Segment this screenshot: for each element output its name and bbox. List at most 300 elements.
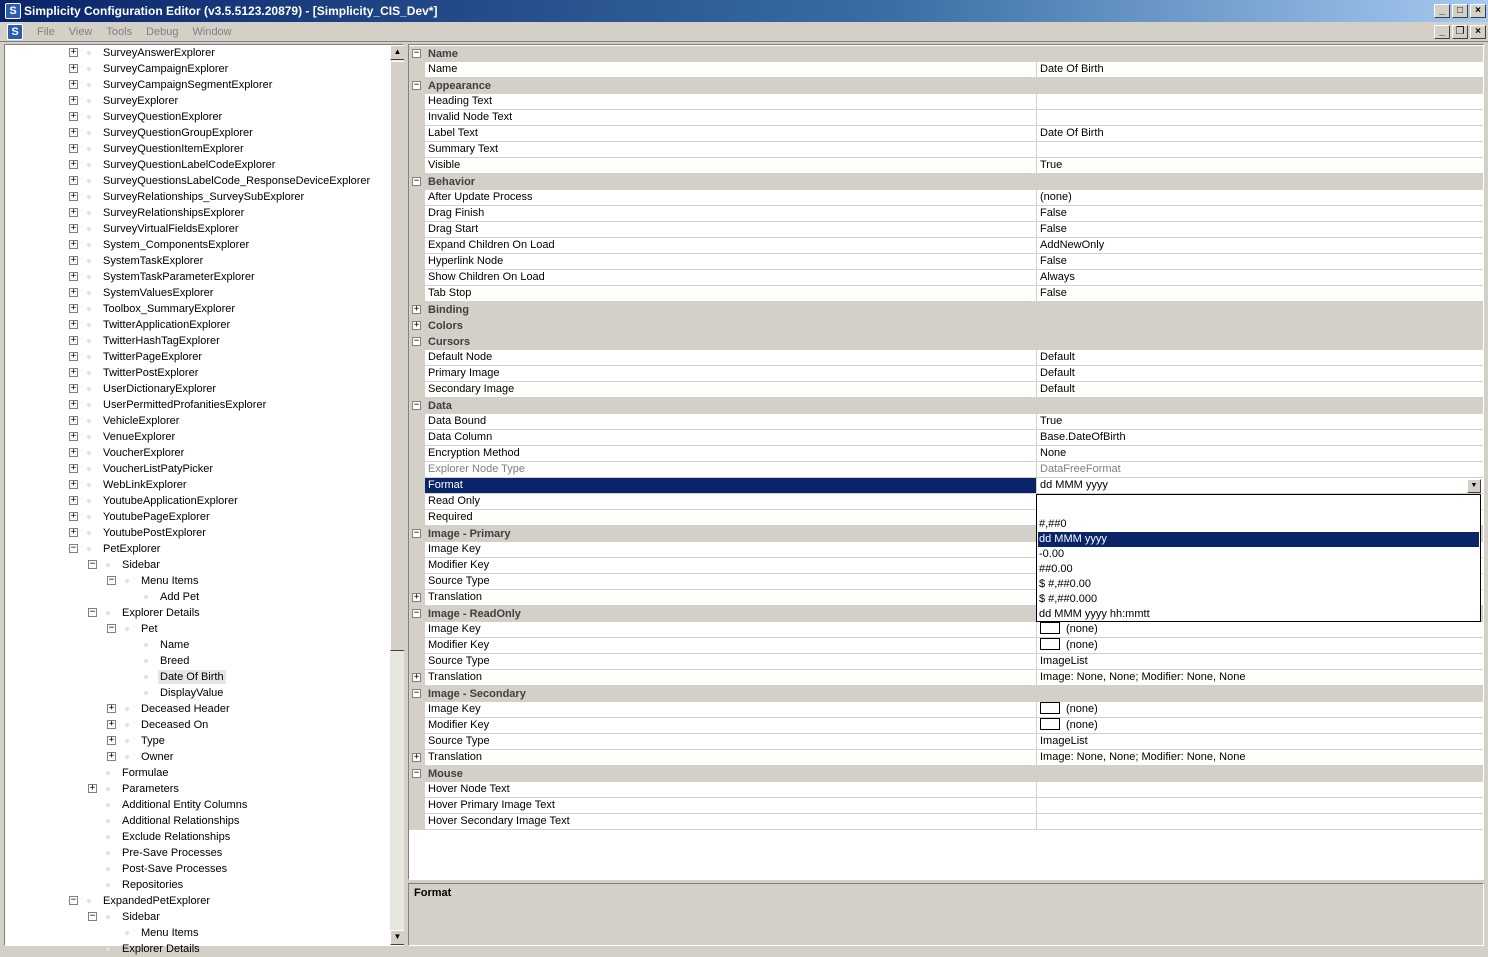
expand-icon[interactable]: + [70, 431, 77, 441]
menu-window[interactable]: Window [192, 26, 232, 38]
collapse-icon[interactable]: − [108, 623, 115, 633]
property-name[interactable]: Image Key [425, 542, 1037, 558]
property-value[interactable] [1037, 670, 1483, 686]
row-gutter [409, 78, 425, 94]
tree-node-label: Repositories [122, 879, 184, 891]
property-name[interactable]: Read Only [425, 494, 1037, 510]
property-hover-primary-image-text[interactable] [409, 798, 1483, 814]
property-name[interactable]: Translation [425, 750, 1037, 766]
property-name[interactable]: Visible [425, 158, 1037, 174]
property-value[interactable] [1037, 286, 1483, 302]
property-name[interactable]: Heading Text [425, 94, 1037, 110]
property-heading-text[interactable] [409, 94, 1483, 110]
node-bullet-icon [87, 195, 91, 199]
tree-node-label: UserDictionaryExplorer [103, 383, 217, 395]
row-gutter [409, 126, 425, 142]
property-name[interactable]: Required [425, 510, 1037, 526]
property-name[interactable]: Show Children On Load [425, 270, 1037, 286]
property-value[interactable] [1037, 702, 1483, 718]
property-name[interactable]: Hyperlink Node [425, 254, 1037, 270]
tree-node-label: Deceased Header [141, 703, 230, 715]
property-name[interactable]: Hover Secondary Image Text [425, 814, 1037, 830]
property-value[interactable] [1037, 222, 1483, 238]
tree-node-label: SurveyQuestionLabelCodeExplorer [103, 159, 276, 171]
property-name[interactable]: Tab Stop [425, 286, 1037, 302]
row-gutter [409, 574, 425, 590]
collapse-icon[interactable]: − [89, 607, 96, 617]
node-bullet-icon [87, 243, 91, 247]
property-value[interactable] [1037, 462, 1483, 478]
property-value-text: False [1040, 255, 1067, 267]
dropdown-option[interactable]: ##0.00 [1039, 563, 1073, 575]
property-value[interactable] [1037, 718, 1483, 734]
property-name[interactable]: Default Node [425, 350, 1037, 366]
row-gutter [409, 606, 425, 622]
tree-node-label: YoutubeApplicationExplorer [103, 495, 238, 507]
expand-icon[interactable]: + [108, 751, 115, 761]
property-name[interactable]: Image Key [425, 702, 1037, 718]
maximize-button[interactable]: □ [1452, 4, 1468, 18]
dropdown-option[interactable]: dd MMM yyyy hh:mmtt [1039, 608, 1150, 620]
row-gutter [409, 814, 425, 830]
collapse-icon[interactable]: − [89, 911, 96, 921]
property-name[interactable]: Format [425, 478, 1037, 494]
dropdown-option[interactable]: $ #,##0.000 [1039, 593, 1098, 605]
property-value[interactable] [1037, 190, 1483, 206]
property-data-column[interactable] [409, 430, 1483, 446]
collapse-icon[interactable]: − [413, 176, 420, 186]
expand-icon[interactable]: + [70, 319, 77, 329]
property-value[interactable] [1037, 350, 1483, 366]
tree-node-label: Explorer Details [122, 943, 200, 955]
collapse-icon[interactable]: − [108, 575, 115, 585]
property-after-update-process[interactable] [409, 190, 1483, 206]
property-name[interactable]: Modifier Key [425, 718, 1037, 734]
minimize-button[interactable]: _ [1434, 4, 1450, 18]
expand-icon[interactable]: + [70, 303, 77, 313]
expand-icon[interactable]: + [70, 207, 77, 217]
tree-node-label: Pet [141, 623, 158, 635]
property-name[interactable]: Name [425, 62, 1037, 78]
category-appearance[interactable] [409, 78, 1483, 94]
row-gutter [409, 350, 425, 366]
property-value[interactable] [1037, 142, 1483, 158]
tree-node-label: Name [160, 639, 190, 651]
tree-node-label: Menu Items [141, 927, 199, 939]
node-bullet-icon [87, 547, 91, 551]
category-name[interactable] [409, 46, 1483, 62]
row-gutter [409, 430, 425, 446]
node-bullet-icon [125, 739, 129, 743]
property-name[interactable]: Encryption Method [425, 446, 1037, 462]
property-name[interactable]: Explorer Node Type [425, 462, 1037, 478]
row-gutter [409, 158, 425, 174]
document-icon[interactable]: S [7, 24, 23, 40]
collapse-icon[interactable]: − [413, 80, 420, 90]
property-name[interactable]: Invalid Node Text [425, 110, 1037, 126]
collapse-icon[interactable]: − [413, 400, 420, 410]
property-name[interactable]: Summary Text [425, 142, 1037, 158]
property-invalid-node-text[interactable] [409, 110, 1483, 126]
expand-icon[interactable]: + [70, 63, 77, 73]
tree-node-label: SurveyQuestionItemExplorer [103, 143, 244, 155]
property-value[interactable] [1037, 382, 1483, 398]
expand-icon[interactable]: + [70, 95, 77, 105]
app-icon: S [5, 3, 21, 19]
menu-tools[interactable]: Tools [106, 26, 133, 38]
row-gutter [409, 734, 425, 750]
mdi-minimize-button[interactable]: _ [1434, 25, 1450, 39]
expand-icon[interactable]: + [70, 463, 77, 473]
property-value-text: ImageList [1040, 735, 1088, 747]
dropdown-option[interactable]: $ #,##0.00 [1039, 578, 1091, 590]
row-gutter [409, 702, 425, 718]
tree-scrollbar[interactable] [390, 45, 405, 945]
row-gutter [409, 62, 425, 78]
property-value[interactable] [1037, 654, 1483, 670]
property-value-text: True [1040, 159, 1063, 171]
property-drag-start[interactable] [409, 222, 1483, 238]
row-gutter [409, 382, 425, 398]
property-value[interactable] [1037, 798, 1483, 814]
explorer-tree[interactable] [4, 44, 404, 955]
property-value[interactable] [1037, 366, 1483, 382]
tree-node-label: VoucherListPatyPicker [103, 463, 214, 475]
expand-icon[interactable]: + [413, 304, 420, 314]
property-image-key[interactable] [409, 702, 1483, 718]
property-encryption-method[interactable] [409, 446, 1483, 462]
collapse-icon[interactable]: − [413, 528, 420, 538]
scroll-up-button[interactable]: ▲ [390, 45, 405, 60]
property-value[interactable] [1037, 254, 1483, 270]
property-name[interactable]: Modifier Key [425, 638, 1037, 654]
collapse-icon[interactable]: − [70, 895, 77, 905]
collapse-icon[interactable]: − [89, 559, 96, 569]
node-bullet-icon [87, 467, 91, 471]
node-bullet-icon [106, 883, 110, 887]
property-source-type[interactable] [409, 654, 1483, 670]
property-value[interactable] [1037, 206, 1483, 222]
category-label: Colors [428, 320, 463, 332]
node-bullet-icon [87, 515, 91, 519]
property-value[interactable] [1037, 478, 1483, 494]
image-swatch-icon [1040, 638, 1060, 650]
property-value-text: False [1040, 223, 1067, 235]
expand-icon[interactable]: + [70, 175, 77, 185]
property-value-text: (none) [1066, 623, 1098, 635]
close-button[interactable]: × [1470, 4, 1486, 18]
property-value[interactable] [1037, 430, 1483, 446]
property-name[interactable]: Data Bound [425, 414, 1037, 430]
row-gutter [409, 750, 425, 766]
tree-node-label: Breed [160, 655, 190, 667]
expand-icon[interactable]: + [70, 399, 77, 409]
property-source-type[interactable] [409, 734, 1483, 750]
property-name[interactable] [409, 62, 1483, 78]
node-bullet-icon [106, 867, 110, 871]
property-name[interactable]: Source Type [425, 654, 1037, 670]
property-value[interactable] [1037, 638, 1483, 654]
expand-icon[interactable]: + [70, 511, 77, 521]
property-summary-text[interactable] [409, 142, 1483, 158]
expand-icon[interactable]: + [70, 255, 77, 265]
category-label: Behavior [428, 176, 476, 188]
property-label-text[interactable] [409, 126, 1483, 142]
expand-icon[interactable]: + [70, 143, 77, 153]
property-translation[interactable] [409, 750, 1483, 766]
row-gutter [409, 414, 425, 430]
node-bullet-icon [144, 691, 148, 695]
expand-icon[interactable]: + [108, 703, 115, 713]
row-gutter [409, 622, 425, 638]
expand-icon[interactable]: + [413, 672, 420, 682]
dropdown-option[interactable]: -0.00 [1039, 548, 1065, 560]
scroll-thumb[interactable] [390, 61, 405, 651]
expand-icon[interactable]: + [70, 239, 77, 249]
node-bullet-icon [87, 163, 91, 167]
property-value[interactable] [1037, 814, 1483, 830]
node-bullet-icon [87, 483, 91, 487]
node-bullet-icon [87, 355, 91, 359]
expand-icon[interactable]: + [70, 223, 77, 233]
property-name[interactable]: Secondary Image [425, 382, 1037, 398]
tree-node-label: PetExplorer [103, 543, 161, 555]
category-label: Binding [428, 304, 469, 316]
node-bullet-icon [106, 803, 110, 807]
property-name[interactable]: Source Type [425, 574, 1037, 590]
property-tab-stop[interactable] [409, 286, 1483, 302]
dropdown-arrow-icon[interactable]: ▼ [1467, 479, 1481, 493]
title-bar [0, 0, 1488, 22]
row-gutter [409, 286, 425, 302]
property-name[interactable]: After Update Process [425, 190, 1037, 206]
node-bullet-icon [87, 387, 91, 391]
node-bullet-icon [87, 131, 91, 135]
menu-debug[interactable]: Debug [146, 26, 179, 38]
dropdown-option[interactable]: dd MMM yyyy [1038, 532, 1479, 547]
tree-node-label: SystemTaskExplorer [103, 255, 204, 267]
property-hover-secondary-image-text[interactable] [409, 814, 1483, 830]
property-value-text: True [1040, 415, 1063, 427]
tree-node-label: Sidebar [122, 559, 160, 571]
tree-node-label: Post-Save Processes [122, 863, 228, 875]
expand-icon[interactable]: + [70, 111, 77, 121]
property-value[interactable] [1037, 414, 1483, 430]
property-name[interactable]: Translation [425, 670, 1037, 686]
expand-icon[interactable]: + [70, 159, 77, 169]
tree-node-label: Menu Items [141, 575, 199, 587]
property-name[interactable]: Data Column [425, 430, 1037, 446]
expand-icon[interactable]: + [70, 351, 77, 361]
property-value-text: Date Of Birth [1040, 127, 1104, 139]
tree-node-label: WebLinkExplorer [103, 479, 187, 491]
expand-icon[interactable]: + [70, 447, 77, 457]
property-value[interactable] [1037, 62, 1483, 78]
expand-icon[interactable]: + [70, 79, 77, 89]
property-name[interactable]: Drag Start [425, 222, 1037, 238]
tree-node-label: SurveyQuestionsLabelCode_ResponseDeviceExplorer [103, 175, 371, 187]
property-modifier-key[interactable] [409, 718, 1483, 734]
collapse-icon[interactable]: − [413, 48, 420, 58]
expand-icon[interactable]: + [413, 752, 420, 762]
node-bullet-icon [106, 835, 110, 839]
expand-icon[interactable]: + [70, 527, 77, 537]
row-gutter [409, 494, 425, 510]
node-bullet-icon [106, 563, 110, 567]
expand-icon[interactable]: + [108, 719, 115, 729]
category-image-secondary[interactable] [409, 686, 1483, 702]
property-modifier-key[interactable] [409, 638, 1483, 654]
property-value-text: DataFreeFormat [1040, 463, 1121, 475]
menu-view[interactable]: View [68, 26, 93, 38]
property-value[interactable] [1037, 446, 1483, 462]
expand-icon[interactable]: + [70, 47, 77, 57]
category-behavior[interactable] [409, 174, 1483, 190]
expand-icon[interactable]: + [70, 127, 77, 137]
row-gutter [409, 718, 425, 734]
expand-icon[interactable]: + [70, 335, 77, 345]
expand-icon[interactable]: + [70, 287, 77, 297]
expand-icon[interactable]: + [70, 415, 77, 425]
row-gutter [409, 638, 425, 654]
expand-icon[interactable]: + [108, 735, 115, 745]
dropdown-option[interactable] [1038, 502, 1479, 517]
property-name[interactable]: Hover Node Text [425, 782, 1037, 798]
node-bullet-icon [125, 723, 129, 727]
property-expand-children-on-load[interactable] [409, 238, 1483, 254]
scroll-down-button[interactable]: ▼ [390, 930, 405, 945]
image-swatch-icon [1040, 702, 1060, 714]
category-data[interactable] [409, 398, 1483, 414]
mdi-close-button[interactable]: × [1470, 25, 1486, 39]
property-value[interactable] [1037, 750, 1483, 766]
node-bullet-icon [87, 323, 91, 327]
property-name[interactable]: Modifier Key [425, 558, 1037, 574]
property-name[interactable]: Label Text [425, 126, 1037, 142]
property-primary-image[interactable] [409, 366, 1483, 382]
collapse-icon[interactable]: − [413, 768, 420, 778]
property-format[interactable] [409, 478, 1483, 494]
mdi-restore-button[interactable]: ❐ [1452, 25, 1468, 39]
property-name[interactable]: Drag Finish [425, 206, 1037, 222]
dropdown-option[interactable]: #,##0 [1039, 518, 1067, 530]
property-value[interactable] [1037, 238, 1483, 254]
property-grid[interactable] [408, 44, 1484, 880]
property-name[interactable]: Image Key [425, 622, 1037, 638]
expand-icon[interactable]: + [413, 320, 420, 330]
property-translation[interactable] [409, 670, 1483, 686]
property-value-text: (none) [1066, 703, 1098, 715]
tree-node-label: Exclude Relationships [122, 831, 231, 843]
node-bullet-icon [144, 595, 148, 599]
property-value[interactable] [1037, 110, 1483, 126]
row-gutter [409, 446, 425, 462]
category-mouse[interactable] [409, 766, 1483, 782]
property-secondary-image[interactable] [409, 382, 1483, 398]
property-value-text: Image: None, None; Modifier: None, None [1040, 751, 1246, 763]
property-image-key[interactable] [409, 622, 1483, 638]
property-name[interactable]: Source Type [425, 734, 1037, 750]
property-name[interactable]: Expand Children On Load [425, 238, 1037, 254]
row-gutter [409, 526, 425, 542]
tree-node-label: Type [141, 735, 165, 747]
category-label: Data [428, 400, 452, 412]
node-bullet-icon [87, 67, 91, 71]
category-colors[interactable] [409, 318, 1483, 334]
property-value[interactable] [1037, 734, 1483, 750]
category-label: Image - Secondary [428, 688, 526, 700]
property-value[interactable] [1037, 622, 1483, 638]
row-gutter [409, 302, 425, 318]
tree-node-label: VenueExplorer [103, 431, 176, 443]
row-gutter [409, 542, 425, 558]
property-value-text: (none) [1066, 719, 1098, 731]
tree-node-label: Parameters [122, 783, 179, 795]
row-gutter [409, 462, 425, 478]
property-value[interactable] [1037, 782, 1483, 798]
property-name[interactable]: Hover Primary Image Text [425, 798, 1037, 814]
tree-node-label: Additional Entity Columns [122, 799, 248, 811]
category-label: Appearance [428, 80, 491, 92]
expand-icon[interactable]: + [413, 592, 420, 602]
tree-node-label: Additional Relationships [122, 815, 240, 827]
row-gutter [409, 782, 425, 798]
collapse-icon[interactable]: − [413, 608, 420, 618]
description-pane [408, 883, 1484, 946]
expand-icon[interactable]: + [70, 495, 77, 505]
tree-node-label: Sidebar [122, 911, 160, 923]
collapse-icon[interactable]: − [413, 336, 420, 346]
expand-icon[interactable]: + [70, 383, 77, 393]
property-hyperlink-node[interactable] [409, 254, 1483, 270]
expand-icon[interactable]: + [70, 479, 77, 489]
property-default-node[interactable] [409, 350, 1483, 366]
node-bullet-icon [106, 611, 110, 615]
tree-node-label: TwitterHashTagExplorer [103, 335, 220, 347]
property-value[interactable] [1037, 158, 1483, 174]
expand-icon[interactable]: + [70, 191, 77, 201]
property-value[interactable] [1037, 270, 1483, 286]
property-value-text: Default [1040, 383, 1075, 395]
expand-icon[interactable]: + [89, 783, 96, 793]
expand-icon[interactable]: + [70, 271, 77, 281]
row-gutter [409, 270, 425, 286]
category-label: Cursors [428, 336, 471, 348]
collapse-icon[interactable]: − [413, 688, 420, 698]
menu-file[interactable]: File [37, 26, 55, 38]
tree-node-label: Toolbox_SummaryExplorer [103, 303, 236, 315]
property-name[interactable]: Translation [425, 590, 1037, 606]
property-visible[interactable] [409, 158, 1483, 174]
tree-node-label: SurveyQuestionExplorer [103, 111, 223, 123]
category-cursors[interactable] [409, 334, 1483, 350]
property-explorer-node-type[interactable] [409, 462, 1483, 478]
property-hover-node-text[interactable] [409, 782, 1483, 798]
collapse-icon[interactable]: − [70, 543, 77, 553]
category-binding[interactable] [409, 302, 1483, 318]
property-drag-finish[interactable] [409, 206, 1483, 222]
property-name[interactable]: Primary Image [425, 366, 1037, 382]
node-bullet-icon [87, 499, 91, 503]
expand-icon[interactable]: + [70, 367, 77, 377]
property-value[interactable] [1037, 126, 1483, 142]
property-data-bound[interactable] [409, 414, 1483, 430]
format-dropdown-list[interactable] [1036, 494, 1481, 622]
property-value[interactable] [1037, 94, 1483, 110]
tree-node-label: Add Pet [160, 591, 200, 603]
property-value-text: None [1040, 447, 1067, 459]
property-show-children-on-load[interactable] [409, 270, 1483, 286]
